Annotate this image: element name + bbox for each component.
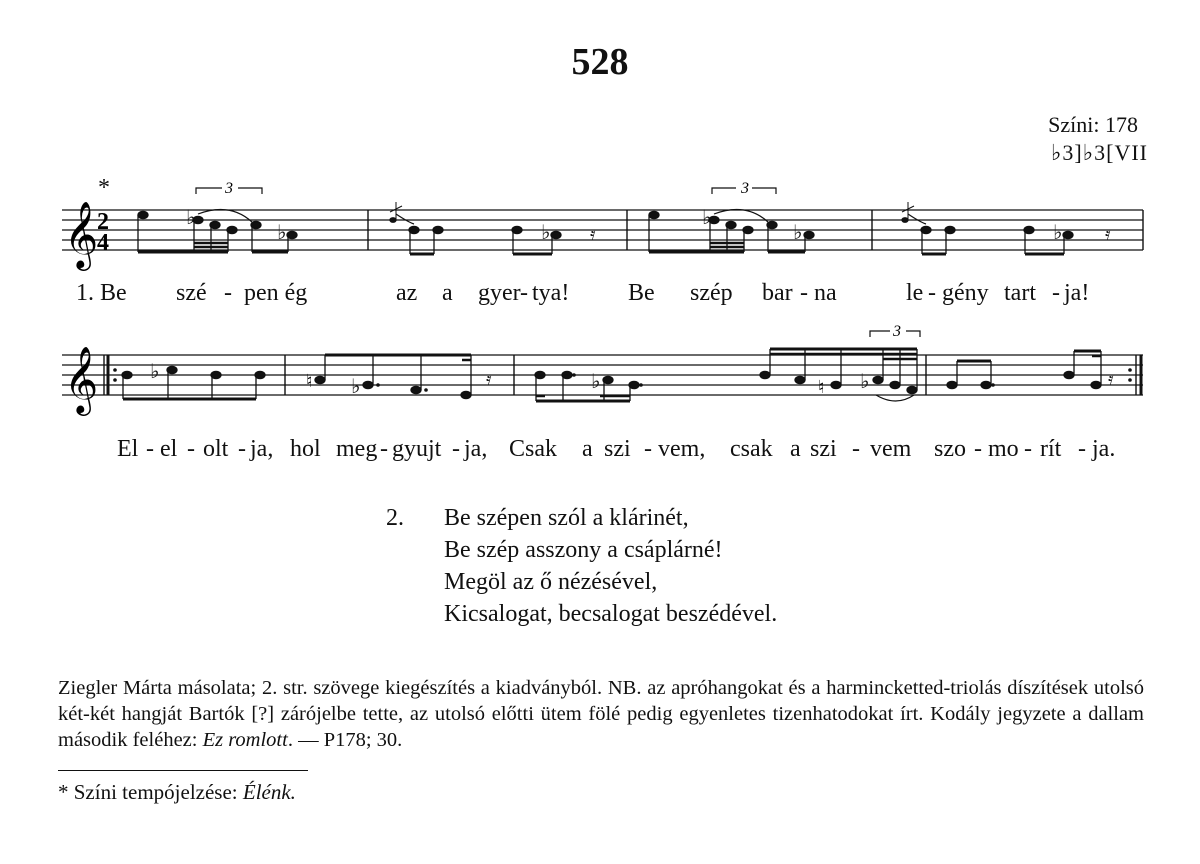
lyric-syllable: az <box>396 280 418 306</box>
lyric-syllable: Csak <box>509 436 557 462</box>
lyric-syllable: szép <box>690 280 733 306</box>
music-staff-1 <box>0 180 1200 280</box>
verse-line: Megöl az ő nézésével, <box>444 569 658 595</box>
lyric-syllable: szi <box>604 436 631 462</box>
triplet-label: 3 <box>741 180 749 197</box>
lyric-syllable: - <box>928 280 936 306</box>
cadence-marking: ♭3]♭3[VII <box>1051 140 1148 165</box>
lyrics-line-1 <box>0 280 1200 310</box>
footnote-divider <box>58 770 308 771</box>
lyric-syllable: tart <box>1004 280 1036 306</box>
svg-text:𝄿: 𝄿 <box>590 224 596 244</box>
svg-text:♭: ♭ <box>277 222 287 244</box>
source-reference: Színi: 178 <box>1048 112 1138 137</box>
lyric-syllable: gyujt <box>392 436 442 462</box>
svg-text:♭: ♭ <box>793 222 803 244</box>
notes-italic: Ez romlott <box>202 729 288 751</box>
lyric-syllable: gény <box>942 280 989 306</box>
lyric-syllable: - <box>380 436 388 462</box>
time-sig-bottom: 4 <box>97 230 109 256</box>
lyric-syllable: ja! <box>1064 280 1090 306</box>
lyric-syllable: el <box>160 436 178 462</box>
lyric-syllable: 1. Be <box>76 280 127 306</box>
svg-text:♭: ♭ <box>541 222 551 244</box>
lyric-syllable: - <box>800 280 808 306</box>
lyric-syllable: - <box>520 280 528 306</box>
notes-text-part: . — P178; 30. <box>287 729 403 751</box>
lyric-syllable: le <box>906 280 924 306</box>
lyric-syllable: vem <box>870 436 912 462</box>
editorial-notes <box>58 675 1144 753</box>
lyric-syllable: bar <box>762 280 793 306</box>
svg-text:𝄿: 𝄿 <box>1105 224 1111 244</box>
lyric-syllable: rít <box>1040 436 1062 462</box>
footnote <box>58 780 296 805</box>
lyric-syllable: szé <box>176 280 207 306</box>
lyric-syllable: - <box>852 436 860 462</box>
lyric-syllable: ja. <box>1092 436 1116 462</box>
lyric-syllable: meg <box>336 436 378 462</box>
lyric-syllable: szi <box>810 436 837 462</box>
svg-text:♭: ♭ <box>186 207 196 229</box>
lyric-syllable: El <box>117 436 139 462</box>
music-staff-2 <box>0 315 1200 425</box>
lyric-syllable: - <box>974 436 982 462</box>
lyric-syllable: szo <box>934 436 966 462</box>
verse-line: Kicsalogat, becsalogat beszédével. <box>444 601 778 627</box>
triplet-label: 3 <box>225 180 233 197</box>
svg-text:♮: ♮ <box>818 377 825 397</box>
lyric-syllable: olt <box>203 436 229 462</box>
lyric-syllable: mo <box>988 436 1019 462</box>
lyric-syllable: na <box>814 280 837 306</box>
svg-text:𝄿: 𝄿 <box>486 369 492 389</box>
lyric-syllable: - <box>1052 280 1060 306</box>
lyric-syllable: csak <box>730 436 773 462</box>
svg-text:𝄿: 𝄿 <box>1108 369 1114 389</box>
lyric-syllable: - <box>1024 436 1032 462</box>
lyric-syllable: a <box>790 436 801 462</box>
triplet-label: 3 <box>893 323 901 340</box>
lyric-syllable: Be <box>628 280 655 306</box>
page-number: 528 <box>571 41 629 83</box>
lyric-syllable: a <box>582 436 593 462</box>
svg-text:♭: ♭ <box>1053 222 1063 244</box>
verse-line: Be szépen szól a klárinét, <box>444 505 689 531</box>
lyric-syllable: - <box>1078 436 1086 462</box>
lyric-syllable: ja, <box>250 436 274 462</box>
lyric-syllable: ja, <box>464 436 488 462</box>
verse-line: Be szép asszony a csáplárné! <box>444 537 723 563</box>
svg-text:♭: ♭ <box>591 371 601 393</box>
tempo-footnote-asterisk: * <box>98 175 110 201</box>
svg-text:♮: ♮ <box>306 371 313 391</box>
stanza-number: 2. <box>386 505 404 531</box>
lyric-syllable: - <box>238 436 246 462</box>
svg-text:♭: ♭ <box>351 376 361 398</box>
treble-clef-icon: 𝄞 <box>64 200 99 268</box>
svg-text:♭: ♭ <box>860 371 870 393</box>
svg-text:♭: ♭ <box>150 361 160 383</box>
lyric-syllable: hol <box>290 436 321 462</box>
footnote-prefix: * Színi tempójelzése: <box>58 780 243 804</box>
lyric-syllable: - <box>187 436 195 462</box>
lyric-syllable: - <box>224 280 232 306</box>
time-sig-top: 2 <box>97 209 109 235</box>
lyric-syllable: gyer <box>478 280 521 306</box>
treble-clef-icon: 𝄞 <box>64 345 99 413</box>
notes-text-part: Ziegler Márta másolata; 2. str. szövege kiegészítés a kiadványból. NB. az apróhangokat és a harmincketted-triolás díszítések utolsó két-két hangját Bartók [?] zárójelbe tette, az utolsó előtti ütem fölé pedig egyenletes tizenhatodokat írt. Kodály jegyzete a dallam második feléhez: <box>58 677 1144 751</box>
lyric-syllable: vem, <box>658 436 706 462</box>
lyric-syllable: pen ég <box>244 280 308 306</box>
lyric-syllable: - <box>452 436 460 462</box>
lyrics-line-2 <box>0 436 1200 466</box>
lyric-syllable: a <box>442 280 453 306</box>
svg-text:♭: ♭ <box>702 207 712 229</box>
footnote-italic: Élénk. <box>242 780 296 804</box>
lyric-syllable: - <box>146 436 154 462</box>
lyric-syllable: - <box>644 436 652 462</box>
lyric-syllable: tya! <box>532 280 570 306</box>
